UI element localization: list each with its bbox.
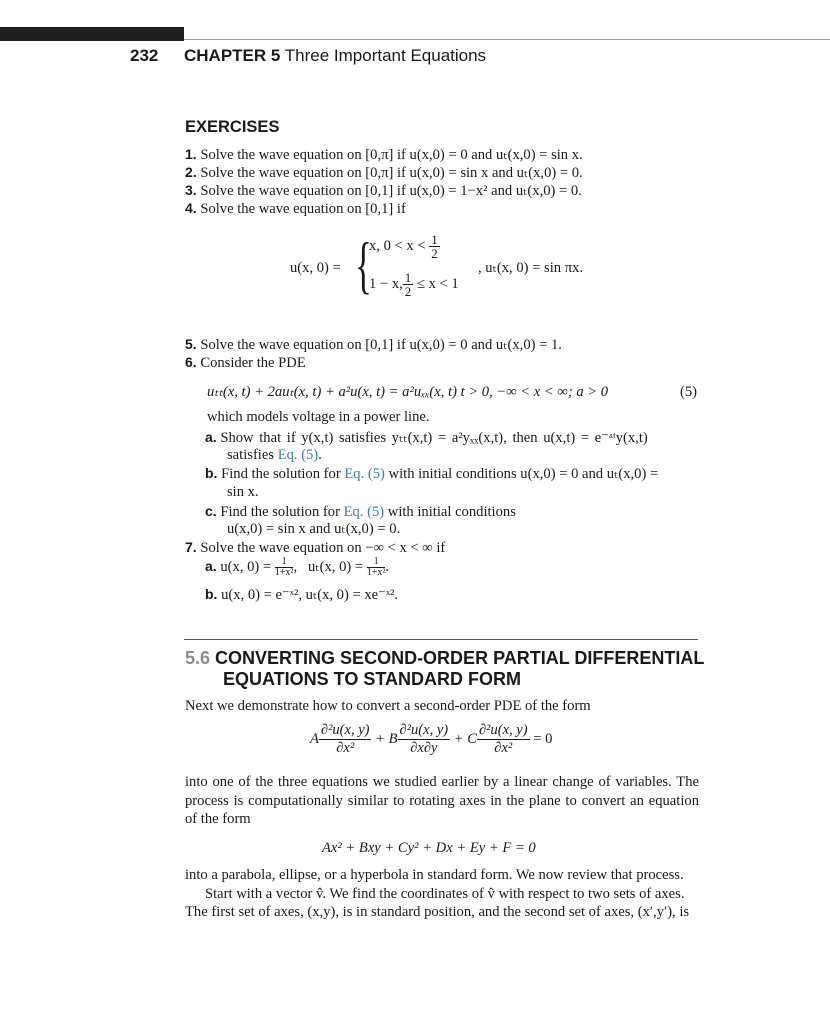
paragraph-4: Start with a vector v̂. We find the coordinates of v̂ with respect to two sets of axes. (205, 886, 685, 902)
equation-label: (5) (680, 384, 698, 400)
exercise-3 (185, 181, 582, 200)
page-number: 232 (130, 46, 159, 65)
exercise-6c (205, 502, 516, 521)
exercise-6a-cont (227, 446, 322, 464)
piecewise-lhs: u(x, 0) = (290, 260, 341, 276)
exercise-number: 2. (185, 164, 197, 180)
exercises-heading: EXERCISES (185, 118, 280, 136)
piecewise-brace: { (355, 229, 372, 300)
part-text: with initial conditions (387, 504, 516, 520)
exercise-number: 4. (185, 200, 197, 216)
part-label: b. (205, 586, 218, 602)
part-text: Find the solution for (221, 466, 341, 482)
fraction-denominator: ∂x∂y (398, 739, 451, 757)
part-label: c. (205, 503, 217, 519)
exercise-number: 1. (185, 146, 197, 162)
part-label: a. (205, 558, 217, 574)
part-label: b. (205, 465, 218, 481)
part-text: Show that if y(x,t) satisfies yₜₜ(x,t) = a²yₓₓ(x,t), then u(x,t) = e⁻ᵃᵗy(x,t) (220, 430, 648, 446)
fraction-uxy (398, 722, 451, 757)
header-bar (0, 27, 184, 41)
section-rule (184, 639, 698, 640)
coef-b: + B (375, 730, 398, 747)
part-text: with initial conditions u(x,0) = 0 and uₜ(x,0) = (388, 466, 659, 482)
exercise-7 (185, 538, 445, 557)
exercise-text: Solve the wave equation on [0,1] if u(x,0) = 0 and uₜ(x,0) = 1. (200, 337, 562, 353)
fraction-numerator: 1 (404, 270, 412, 285)
part-text: uₜ(x, 0) = (308, 559, 364, 575)
exercise-7b (205, 585, 398, 604)
fraction-denominator: ∂x² (319, 739, 372, 757)
exercise-6 (185, 353, 306, 372)
exercise-7a: a. u(x, 0) = $\frac{1}{\text{1+x²}}$ , uₜ(x, 0) = $\frac{1}{\text{1+x²}}$ . (205, 556, 390, 579)
chapter-title: Three Important Equations (284, 46, 487, 65)
exercise-number: 7. (185, 539, 197, 555)
exercise-4 (185, 199, 406, 218)
fraction-numerator: ∂²u(x, y) (478, 722, 528, 738)
coef-a: A (310, 730, 319, 747)
piecewise-case-1 (369, 233, 440, 260)
header-rule (184, 39, 830, 40)
part-text: u(x, 0) = (220, 559, 272, 575)
paragraph-3: into a parabola, ellipse, or a hyperbola in standard form. We now review that process. (185, 867, 684, 883)
part-text: satisfies (227, 447, 275, 463)
chapter-label: CHAPTER 5 (184, 46, 281, 65)
fraction-denominator: ∂x² (477, 739, 530, 757)
section-intro: Next we demonstrate how to convert a second-order PDE of the form (185, 698, 591, 714)
exercise-number: 5. (185, 336, 197, 352)
fraction-denominator: 1+x² (274, 567, 294, 579)
exercise-number: 6. (185, 354, 197, 370)
equals-zero: = 0 (533, 730, 553, 747)
exercise-6b-cont: sin x. (227, 484, 259, 500)
exercise-text: Solve the wave equation on [0,π] if u(x,0) = 0 and uₜ(x,0) = sin x. (200, 147, 583, 163)
chapter-heading (184, 46, 486, 66)
exercise-5 (185, 335, 562, 354)
fraction-uxx (319, 722, 372, 757)
exercise-2 (185, 163, 583, 182)
section-title-line-1: CONVERTING SECOND-ORDER PARTIAL DIFFERENTIAL (215, 648, 705, 668)
fraction-denominator: 2 (404, 284, 412, 299)
fraction-numerator: ∂²u(x, y) (320, 722, 370, 738)
exercise-6c-cont: u(x,0) = sin x and uₜ(x,0) = 0. (227, 521, 401, 537)
second-order-pde (310, 722, 552, 757)
small-fraction (275, 557, 294, 578)
section-number: 5.6 (185, 648, 211, 668)
half-fraction (403, 271, 414, 298)
section-heading (185, 648, 704, 669)
fraction-numerator: 1 (431, 232, 438, 247)
fraction-denominator: 1+x² (366, 567, 386, 579)
fraction-numerator: 1 (373, 556, 379, 568)
fraction-uyy (477, 722, 530, 757)
exercise-number: 3. (185, 182, 197, 198)
equation-link[interactable]: Eq. (5) (344, 466, 385, 482)
models-text: which models voltage in a power line. (207, 409, 430, 425)
equation-link[interactable]: Eq. (5) (277, 447, 319, 463)
period: . (318, 447, 322, 463)
part-label: a. (205, 429, 217, 445)
part-text: u(x, 0) = e⁻ˣ², uₜ(x, 0) = xe⁻ˣ². (221, 587, 399, 603)
exercise-6b (205, 464, 658, 483)
exercise-text: Solve the wave equation on [0,1] if (200, 201, 406, 217)
part-text: Find the solution for (220, 504, 340, 520)
conic-equation: Ax² + Bxy + Cy² + Dx + Ey + F = 0 (322, 840, 536, 856)
piecewise-rhs: , uₜ(x, 0) = sin πx. (478, 260, 584, 276)
pde-equation: uₜₜ(x, t) + 2auₜ(x, t) + a²u(x, t) = a²uₓₓ(x, t) t > 0, −∞ < x < ∞; a > 0 (207, 384, 609, 400)
section-title-line-2: EQUATIONS TO STANDARD FORM (223, 669, 521, 689)
piecewise-case-2 (369, 271, 459, 298)
exercise-text: Solve the wave equation on −∞ < x < ∞ if (200, 540, 446, 556)
exercise-text: Solve the wave equation on [0,1] if u(x,0) = 1−x² and uₜ(x,0) = 0. (200, 183, 582, 199)
paragraph-2: into one of the three equations we studied earlier by a linear change of variables. The process is computationally similar to rotating axes in the plane to convert an equation of the form (185, 774, 699, 827)
exercise-1 (185, 145, 583, 164)
fraction-numerator: ∂²u(x, y) (399, 722, 449, 738)
fraction-numerator: 1 (281, 556, 287, 568)
case-2-text: 1 − x, (369, 275, 403, 292)
exercise-6a (205, 428, 648, 447)
fraction-denominator: 2 (431, 246, 438, 261)
coef-c: + C (453, 730, 477, 747)
equation-link[interactable]: Eq. (5) (343, 504, 385, 520)
exercise-text: Consider the PDE (200, 355, 306, 371)
case-1-text: x, 0 < x < (369, 237, 426, 254)
case-2-bound: ≤ x < 1 (416, 275, 459, 292)
exercise-text: Solve the wave equation on [0,π] if u(x,0) = sin x and uₜ(x,0) = 0. (200, 165, 583, 181)
half-fraction (429, 233, 440, 260)
paragraph-5: The first set of axes, (x,y), is in standard position, and the second set of axes, (x′,y′), is (185, 904, 690, 920)
small-fraction (367, 557, 386, 578)
